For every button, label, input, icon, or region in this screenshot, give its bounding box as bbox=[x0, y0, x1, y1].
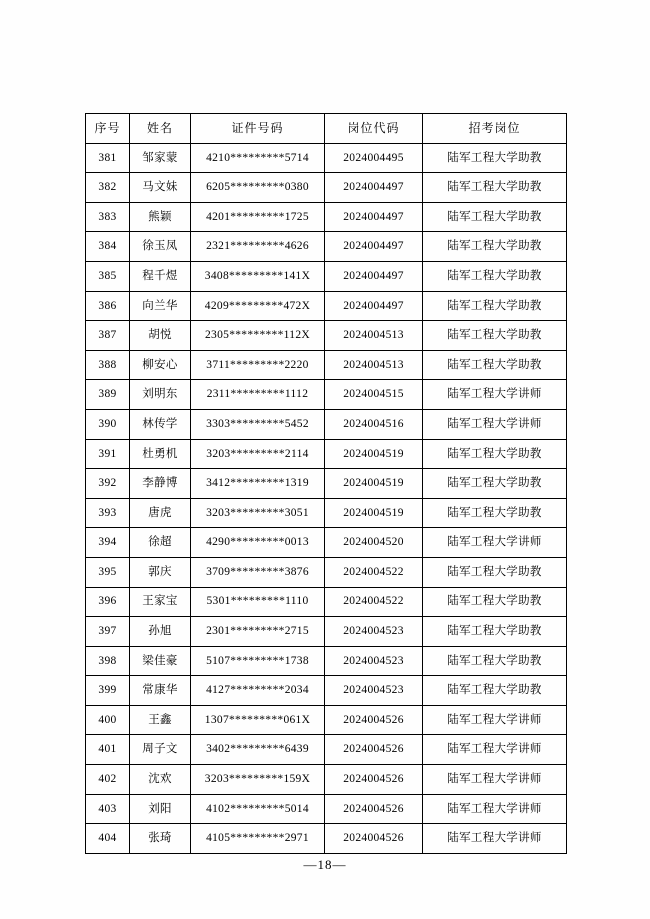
cell-recruiting-post: 陆军工程大学助教 bbox=[423, 143, 567, 173]
cell-post-code: 2024004526 bbox=[325, 824, 423, 854]
table-row bbox=[86, 380, 567, 410]
cell-name: 常康华 bbox=[130, 676, 191, 706]
table-row bbox=[86, 409, 567, 439]
cell-sequence: 381 bbox=[86, 143, 130, 173]
table-row bbox=[86, 439, 567, 469]
cell-post-code: 2024004515 bbox=[325, 380, 423, 410]
cell-name: 梁佳豪 bbox=[130, 646, 191, 676]
cell-recruiting-post: 陆军工程大学讲师 bbox=[423, 824, 567, 854]
cell-sequence: 391 bbox=[86, 439, 130, 469]
cell-post-code: 2024004523 bbox=[325, 646, 423, 676]
cell-name: 胡悦 bbox=[130, 321, 191, 351]
cell-recruiting-post: 陆军工程大学助教 bbox=[423, 261, 567, 291]
table-row bbox=[86, 646, 567, 676]
cell-name: 郭庆 bbox=[130, 557, 191, 587]
cell-recruiting-post: 陆军工程大学助教 bbox=[423, 498, 567, 528]
table-row bbox=[86, 735, 567, 765]
cell-name: 刘阳 bbox=[130, 794, 191, 824]
cell-sequence: 404 bbox=[86, 824, 130, 854]
cell-id-number: 3709*********3876 bbox=[191, 557, 325, 587]
cell-id-number: 4127*********2034 bbox=[191, 676, 325, 706]
cell-id-number: 4210*********5714 bbox=[191, 143, 325, 173]
table-row bbox=[86, 587, 567, 617]
cell-id-number: 2321*********4626 bbox=[191, 232, 325, 262]
cell-name: 邹家蒙 bbox=[130, 143, 191, 173]
cell-post-code: 2024004519 bbox=[325, 469, 423, 499]
cell-recruiting-post: 陆军工程大学助教 bbox=[423, 232, 567, 262]
cell-name: 马文妹 bbox=[130, 173, 191, 203]
column-header-name: 姓名 bbox=[130, 114, 191, 144]
cell-post-code: 2024004513 bbox=[325, 321, 423, 351]
table-row bbox=[86, 469, 567, 499]
cell-sequence: 386 bbox=[86, 291, 130, 321]
cell-recruiting-post: 陆军工程大学助教 bbox=[423, 676, 567, 706]
cell-recruiting-post: 陆军工程大学助教 bbox=[423, 173, 567, 203]
cell-sequence: 384 bbox=[86, 232, 130, 262]
cell-post-code: 2024004497 bbox=[325, 232, 423, 262]
cell-id-number: 3408*********141X bbox=[191, 261, 325, 291]
cell-sequence: 399 bbox=[86, 676, 130, 706]
cell-post-code: 2024004497 bbox=[325, 291, 423, 321]
cell-name: 李静博 bbox=[130, 469, 191, 499]
column-header-post-code: 岗位代码 bbox=[325, 114, 423, 144]
cell-recruiting-post: 陆军工程大学讲师 bbox=[423, 705, 567, 735]
table-row bbox=[86, 202, 567, 232]
cell-name: 程千煜 bbox=[130, 261, 191, 291]
table-row bbox=[86, 261, 567, 291]
cell-name: 刘明东 bbox=[130, 380, 191, 410]
cell-id-number: 1307*********061X bbox=[191, 705, 325, 735]
cell-recruiting-post: 陆军工程大学助教 bbox=[423, 557, 567, 587]
table-row bbox=[86, 143, 567, 173]
column-header-id-number: 证件号码 bbox=[191, 114, 325, 144]
cell-sequence: 400 bbox=[86, 705, 130, 735]
cell-id-number: 2311*********1112 bbox=[191, 380, 325, 410]
cell-sequence: 395 bbox=[86, 557, 130, 587]
cell-id-number: 2305*********112X bbox=[191, 321, 325, 351]
table-row bbox=[86, 498, 567, 528]
cell-name: 周子文 bbox=[130, 735, 191, 765]
cell-sequence: 392 bbox=[86, 469, 130, 499]
cell-recruiting-post: 陆军工程大学助教 bbox=[423, 202, 567, 232]
table-row bbox=[86, 765, 567, 795]
cell-post-code: 2024004520 bbox=[325, 528, 423, 558]
cell-name: 熊颖 bbox=[130, 202, 191, 232]
cell-id-number: 4290*********0013 bbox=[191, 528, 325, 558]
cell-name: 王鑫 bbox=[130, 705, 191, 735]
cell-post-code: 2024004526 bbox=[325, 735, 423, 765]
cell-id-number: 3412*********1319 bbox=[191, 469, 325, 499]
cell-sequence: 397 bbox=[86, 617, 130, 647]
column-header-sequence: 序号 bbox=[86, 114, 130, 144]
cell-name: 杜勇机 bbox=[130, 439, 191, 469]
cell-sequence: 394 bbox=[86, 528, 130, 558]
cell-sequence: 383 bbox=[86, 202, 130, 232]
cell-id-number: 3203*********159X bbox=[191, 765, 325, 795]
cell-id-number: 5301*********1110 bbox=[191, 587, 325, 617]
cell-recruiting-post: 陆军工程大学助教 bbox=[423, 646, 567, 676]
cell-recruiting-post: 陆军工程大学讲师 bbox=[423, 380, 567, 410]
cell-recruiting-post: 陆军工程大学助教 bbox=[423, 617, 567, 647]
cell-name: 向兰华 bbox=[130, 291, 191, 321]
cell-id-number: 3402*********6439 bbox=[191, 735, 325, 765]
cell-post-code: 2024004526 bbox=[325, 794, 423, 824]
cell-sequence: 402 bbox=[86, 765, 130, 795]
cell-post-code: 2024004513 bbox=[325, 350, 423, 380]
table-row bbox=[86, 557, 567, 587]
cell-post-code: 2024004523 bbox=[325, 676, 423, 706]
cell-id-number: 4201*********1725 bbox=[191, 202, 325, 232]
cell-name: 孙旭 bbox=[130, 617, 191, 647]
cell-post-code: 2024004519 bbox=[325, 439, 423, 469]
table-row bbox=[86, 676, 567, 706]
cell-id-number: 2301*********2715 bbox=[191, 617, 325, 647]
cell-post-code: 2024004519 bbox=[325, 498, 423, 528]
cell-name: 沈欢 bbox=[130, 765, 191, 795]
table-row bbox=[86, 350, 567, 380]
cell-sequence: 396 bbox=[86, 587, 130, 617]
table-row bbox=[86, 617, 567, 647]
cell-recruiting-post: 陆军工程大学助教 bbox=[423, 469, 567, 499]
cell-recruiting-post: 陆军工程大学讲师 bbox=[423, 765, 567, 795]
cell-sequence: 388 bbox=[86, 350, 130, 380]
cell-recruiting-post: 陆军工程大学助教 bbox=[423, 587, 567, 617]
cell-post-code: 2024004495 bbox=[325, 143, 423, 173]
cell-name: 林传学 bbox=[130, 409, 191, 439]
cell-sequence: 393 bbox=[86, 498, 130, 528]
table-row bbox=[86, 291, 567, 321]
cell-name: 张琦 bbox=[130, 824, 191, 854]
table-header-row bbox=[86, 114, 567, 144]
table-row bbox=[86, 173, 567, 203]
table-row bbox=[86, 232, 567, 262]
cell-recruiting-post: 陆军工程大学助教 bbox=[423, 350, 567, 380]
cell-name: 唐虎 bbox=[130, 498, 191, 528]
cell-recruiting-post: 陆军工程大学助教 bbox=[423, 291, 567, 321]
cell-post-code: 2024004526 bbox=[325, 765, 423, 795]
candidate-roster-table-container bbox=[85, 113, 566, 854]
cell-recruiting-post: 陆军工程大学讲师 bbox=[423, 409, 567, 439]
cell-id-number: 3203*********3051 bbox=[191, 498, 325, 528]
cell-post-code: 2024004516 bbox=[325, 409, 423, 439]
cell-post-code: 2024004497 bbox=[325, 173, 423, 203]
cell-id-number: 3303*********5452 bbox=[191, 409, 325, 439]
cell-name: 徐超 bbox=[130, 528, 191, 558]
page-number: —18— bbox=[303, 857, 347, 872]
cell-name: 柳安心 bbox=[130, 350, 191, 380]
cell-post-code: 2024004522 bbox=[325, 587, 423, 617]
cell-sequence: 389 bbox=[86, 380, 130, 410]
cell-id-number: 6205*********0380 bbox=[191, 173, 325, 203]
table-row bbox=[86, 321, 567, 351]
candidate-roster-table bbox=[85, 113, 567, 854]
table-row bbox=[86, 705, 567, 735]
cell-id-number: 4102*********5014 bbox=[191, 794, 325, 824]
cell-post-code: 2024004497 bbox=[325, 202, 423, 232]
cell-post-code: 2024004522 bbox=[325, 557, 423, 587]
cell-post-code: 2024004523 bbox=[325, 617, 423, 647]
column-header-recruiting-post: 招考岗位 bbox=[423, 114, 567, 144]
cell-sequence: 387 bbox=[86, 321, 130, 351]
cell-recruiting-post: 陆军工程大学讲师 bbox=[423, 794, 567, 824]
cell-sequence: 390 bbox=[86, 409, 130, 439]
cell-name: 王家宝 bbox=[130, 587, 191, 617]
cell-sequence: 398 bbox=[86, 646, 130, 676]
cell-id-number: 4209*********472X bbox=[191, 291, 325, 321]
cell-post-code: 2024004497 bbox=[325, 261, 423, 291]
cell-name: 徐玉凤 bbox=[130, 232, 191, 262]
cell-sequence: 401 bbox=[86, 735, 130, 765]
cell-id-number: 5107*********1738 bbox=[191, 646, 325, 676]
table-row bbox=[86, 824, 567, 854]
cell-id-number: 3711*********2220 bbox=[191, 350, 325, 380]
cell-id-number: 3203*********2114 bbox=[191, 439, 325, 469]
cell-recruiting-post: 陆军工程大学讲师 bbox=[423, 528, 567, 558]
cell-id-number: 4105*********2971 bbox=[191, 824, 325, 854]
cell-sequence: 382 bbox=[86, 173, 130, 203]
table-row bbox=[86, 794, 567, 824]
cell-recruiting-post: 陆军工程大学助教 bbox=[423, 321, 567, 351]
cell-recruiting-post: 陆军工程大学助教 bbox=[423, 439, 567, 469]
cell-sequence: 403 bbox=[86, 794, 130, 824]
cell-sequence: 385 bbox=[86, 261, 130, 291]
cell-post-code: 2024004526 bbox=[325, 705, 423, 735]
table-row bbox=[86, 528, 567, 558]
table-body bbox=[86, 143, 567, 853]
table-header bbox=[86, 114, 567, 144]
cell-recruiting-post: 陆军工程大学讲师 bbox=[423, 735, 567, 765]
